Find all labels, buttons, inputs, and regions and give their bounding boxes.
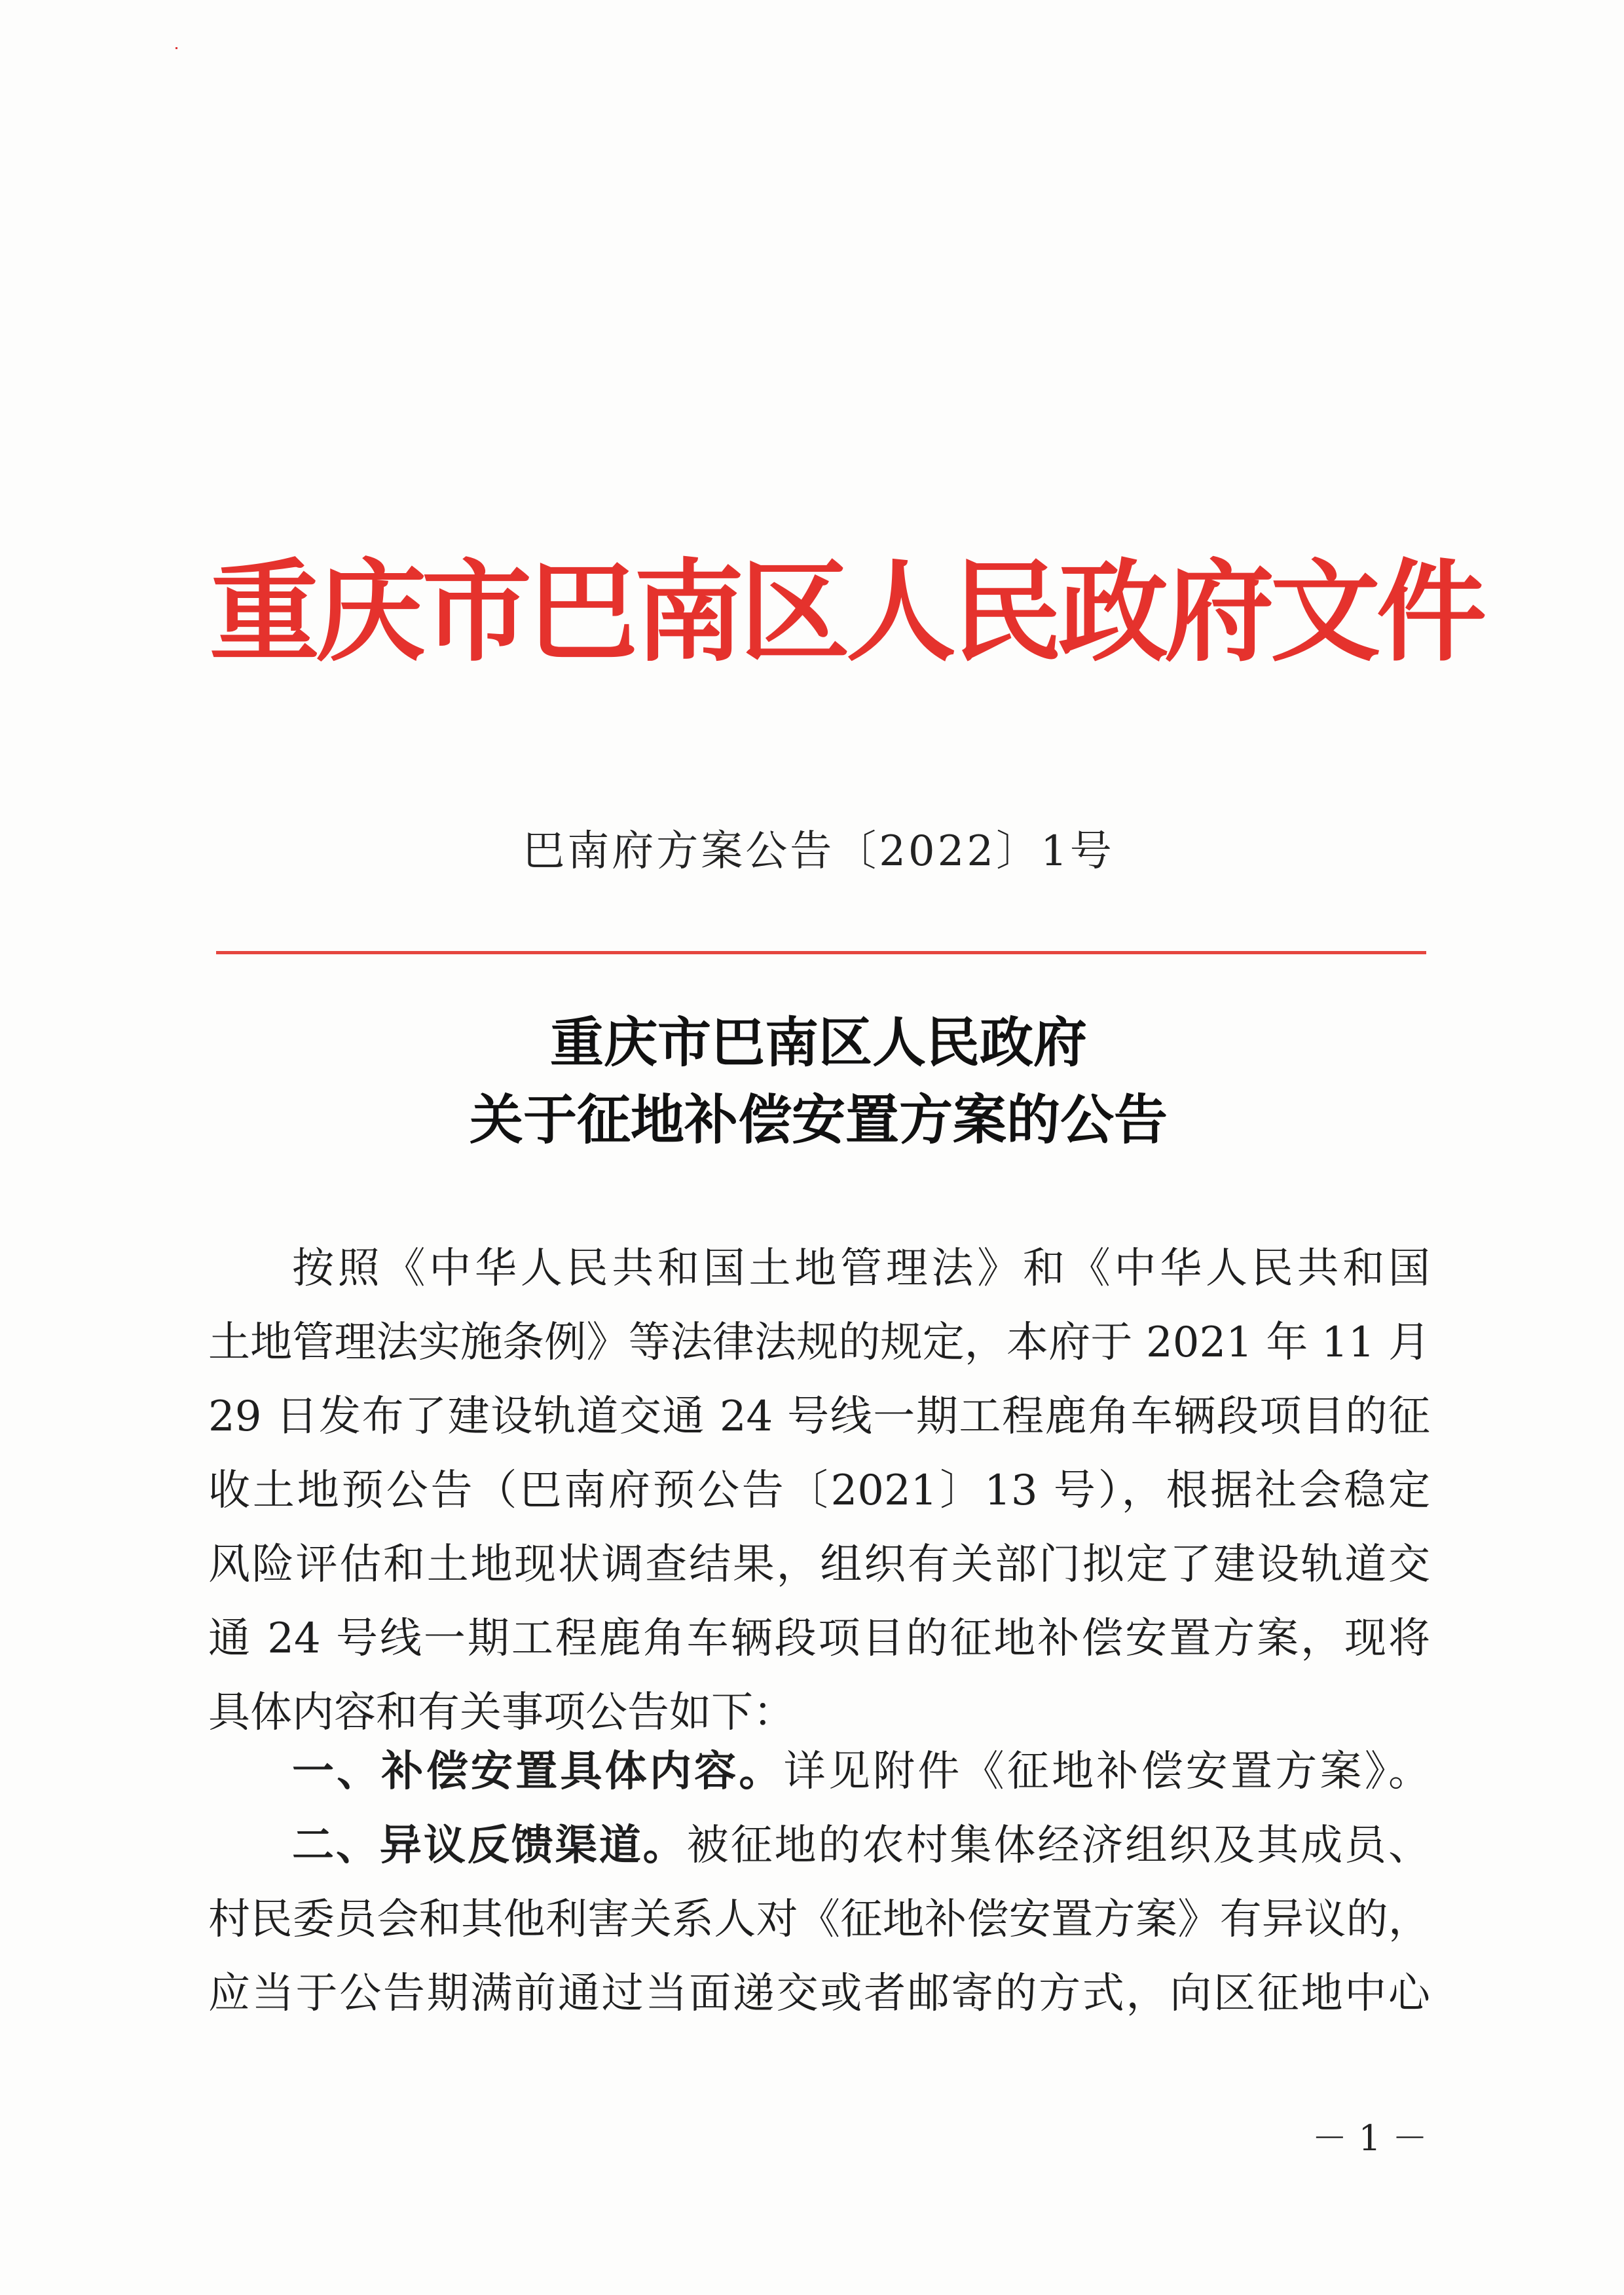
section-1-text: 详见附件《征地补偿安置方案》。 — [783, 1747, 1430, 1796]
body-line-7: 具体内容和有关事项公告如下： — [208, 1689, 795, 1737]
document-number: 巴南府方案公告〔2022〕1号 — [523, 827, 1115, 876]
body-line-5: 风险评估和土地现状调查结果，组织有关部门拟定了建设轨道交 — [208, 1540, 1430, 1589]
section-2-line-3: 应当于公告期满前通过当面递交或者邮寄的方式，向区征地中心 — [208, 1969, 1430, 2018]
notice-title-line-1: 重庆市巴南区人民政府 — [549, 1012, 1087, 1074]
scan-speck — [175, 47, 177, 49]
body-line-4: 收土地预公告（巴南府预公告〔2021〕13 号），根据社会稳定 — [208, 1466, 1430, 1515]
section-2-heading: 二、异议反馈渠道。 — [292, 1821, 687, 1870]
body-line-1: 按照《中华人民共和国土地管理法》和《中华人民共和国 — [292, 1244, 1430, 1293]
red-separator-line — [216, 951, 1426, 954]
section-1-heading: 一、补偿安置具体内容。 — [292, 1747, 784, 1796]
body-line-3: 29 日发布了建设轨道交通 24 号线一期工程鹿角车辆段项目的征 — [208, 1392, 1430, 1441]
body-line-6: 通 24 号线一期工程鹿角车辆段项目的征地补偿安置方案，现将 — [208, 1614, 1430, 1663]
section-1-paragraph — [292, 1747, 1430, 1796]
body-line-2: 土地管理法实施条例》等法律法规的规定，本府于 2021 年 11 月 — [208, 1318, 1430, 1367]
section-2-text: 被征地的农村集体经济组织及其成员、 — [686, 1821, 1430, 1870]
section-2-paragraph — [292, 1821, 1430, 1870]
page-number: － 1 － — [1312, 2118, 1428, 2159]
issuing-authority-title: 重庆市巴南区人民政府文件 — [210, 547, 1483, 677]
notice-title-line-2: 关于征地补偿安置方案的公告 — [469, 1089, 1168, 1151]
section-2-line-2: 村民委员会和其他利害关系人对《征地补偿安置方案》有异议的， — [208, 1895, 1430, 1944]
